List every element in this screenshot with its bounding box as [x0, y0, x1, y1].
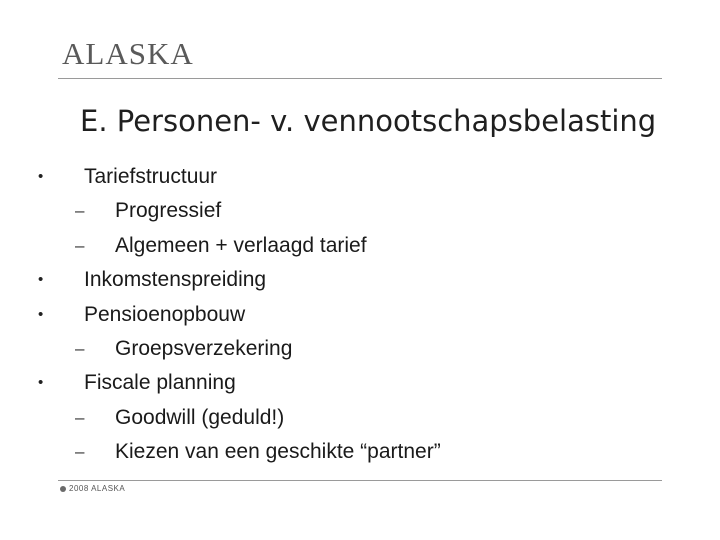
sub-list-item — [0, 401, 720, 435]
sub-list-item — [0, 332, 720, 366]
bullet-list — [0, 160, 720, 470]
bullet-icon: • — [38, 305, 44, 323]
list-item-text: Progressief — [115, 199, 222, 223]
list-item — [0, 263, 720, 297]
list-item-text: Goodwill (geduld!) — [115, 405, 285, 429]
dash-icon: – — [75, 201, 85, 221]
sub-list-item — [0, 229, 720, 263]
bottom-divider — [58, 480, 662, 481]
list-item — [0, 298, 720, 332]
list-item-text: Inkomstenspreiding — [84, 268, 267, 292]
list-item-text: Kiezen van een geschikte “partner” — [115, 440, 441, 464]
dash-icon: – — [75, 235, 85, 255]
slide-title: E. Personen- v. vennootschapsbelasting — [80, 104, 657, 138]
list-item-text: Pensioenopbouw — [84, 302, 246, 326]
bullet-icon: • — [38, 374, 44, 392]
dash-icon: – — [75, 407, 85, 427]
logo: ALASKA — [62, 36, 194, 71]
footer-text: 2008 ALASKA — [69, 484, 126, 493]
footer — [60, 484, 125, 493]
list-item-text: Tariefstructuur — [84, 165, 218, 188]
bullet-icon: • — [38, 168, 44, 185]
list-item — [0, 366, 720, 400]
list-item — [0, 160, 720, 194]
dash-icon: – — [75, 338, 85, 358]
list-item-text: Algemeen + verlaagd tarief — [115, 233, 367, 257]
dash-icon: – — [75, 442, 85, 462]
footer-dot-icon — [60, 486, 66, 492]
list-item-text: Fiscale planning — [84, 371, 236, 395]
list-item-text: Groepsverzekering — [115, 336, 293, 360]
bullet-icon: • — [38, 271, 44, 289]
top-divider — [58, 78, 662, 79]
sub-list-item — [0, 194, 720, 228]
sub-list-item — [0, 435, 720, 469]
